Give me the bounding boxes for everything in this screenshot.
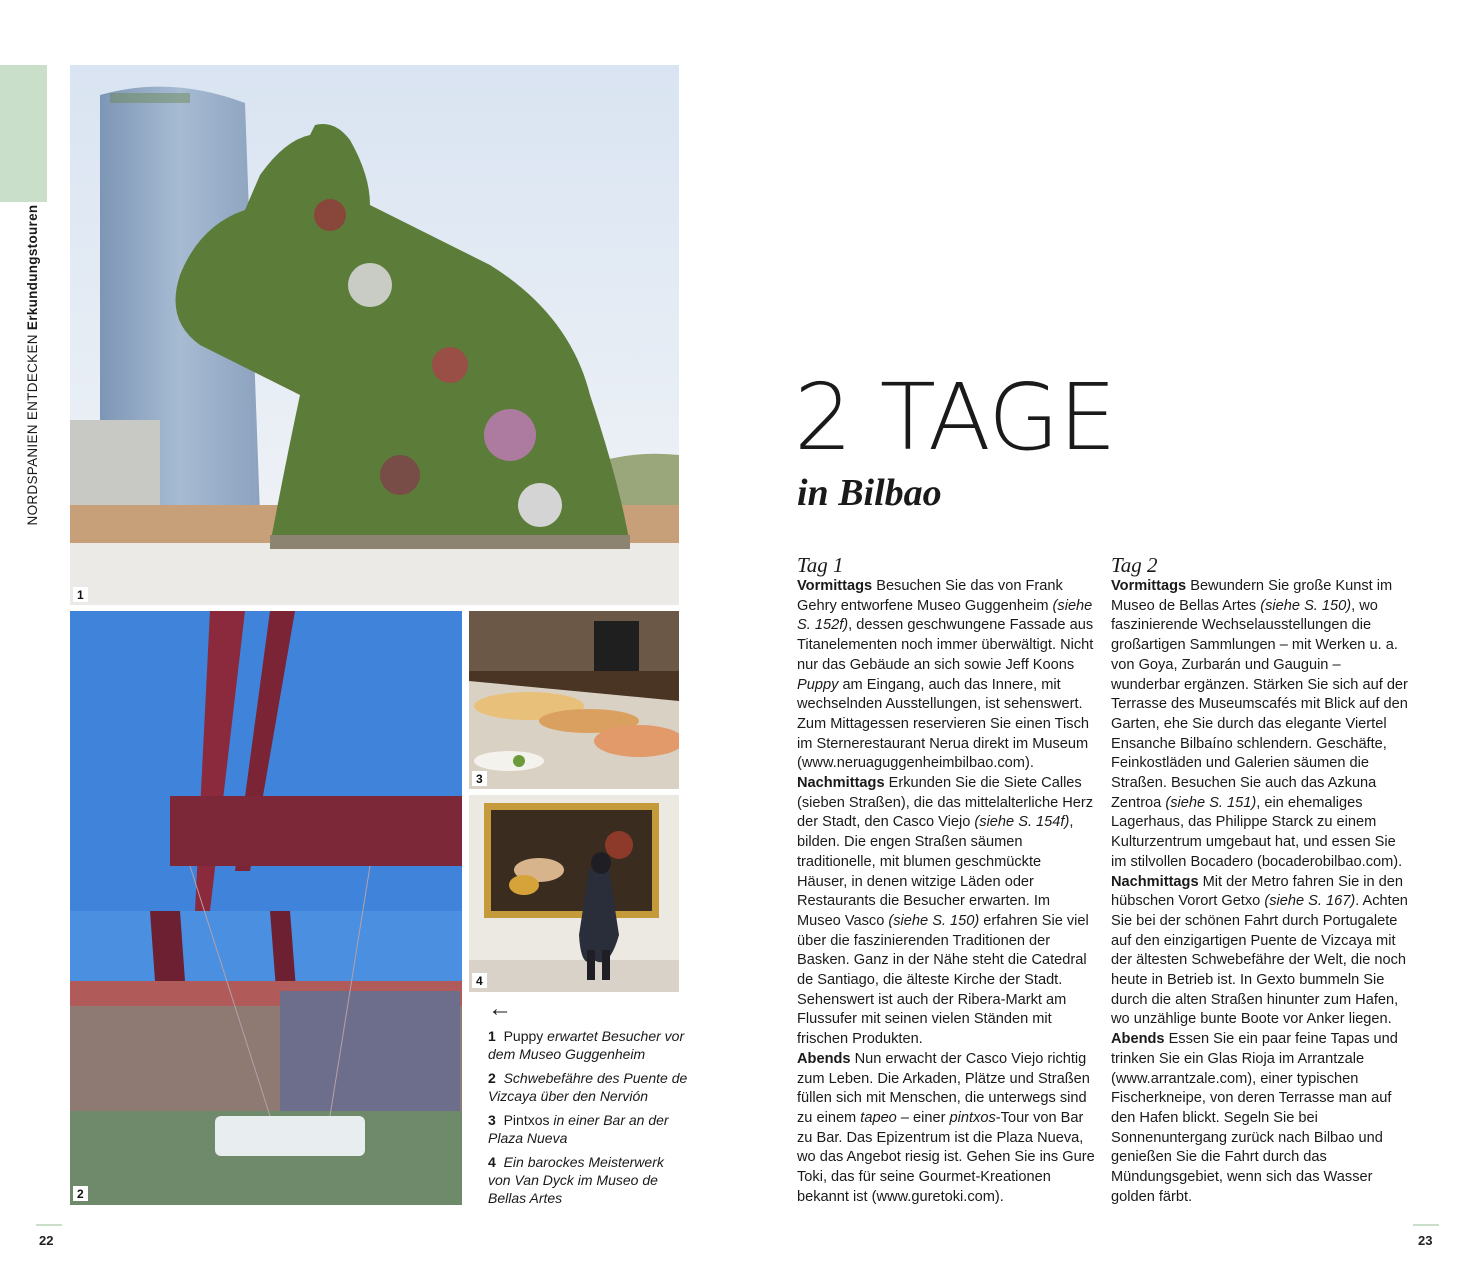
section-morning: Vormittags Besuchen Sie das von Frank Gehry entworfene Museo Guggenheim (siehe S. 152f), dessen geschwungene Fassade aus Titanelementen noch immer überwältigt. Nicht nur das Gebäude an sich sowie Jeff Koons Puppy am Eingang, auch das Innere, mit wechselnden Ausstellungen, ist sehenswert. Zum Mittagessen reservieren Sie einen Tisch im Sternerestaurant Nerua direkt im Museum (www.neruaguggenheimbilbao.com).: [797, 578, 1094, 772]
page-number-left: 22: [39, 1233, 54, 1248]
photo-number: 2: [73, 1186, 88, 1201]
page-subtitle: in Bilbao: [797, 472, 942, 514]
page-number-right: 23: [1418, 1233, 1433, 1248]
day2-column: [1111, 553, 1409, 1208]
section-afternoon: Nachmittags Erkunden Sie die Siete Calles (sieben Straßen), die das mittelalterliche Herz der Stadt, den Casco Viejo (siehe S. 154f), bilden. Die engen Straßen säumen traditionelle, mit blumen geschmückte Häuser, in denen witzige Läden oder Restaurants die Besucher erwarten. Im Museo Vasco (siehe S. 150) erfahren Sie viel über die faszinierenden Traditionen der Basken. Ganz in der Nähe steht die Catedral de Santiago, die älteste Kirche der Stadt. Sehenswert ist auch der Ribera-Markt am Flussufer mit seinen vielen Ständen mit frischen Produkten.: [797, 775, 1094, 1048]
caption-item: 4 Ein barockes Meisterwerk von Van Dyck im Museo de Bellas Artes: [488, 1154, 664, 1206]
page-title: 2 TAGE: [794, 364, 1116, 471]
day1-column: [797, 553, 1095, 1208]
photo-pintxos: [469, 611, 679, 789]
section-morning: Vormittags Bewundern Sie große Kunst im Museo de Bellas Artes (siehe S. 150), wo faszinierende Wechselausstellungen die großartigen Sammlungen – mit Werken u. a. von Goya, Zurbarán und Gauguin – wunderbar ergänzen. Stärken Sie sich auf der Terrasse des Museumscafés mit Blick auf den Garten, ehe Sie durch das elegante Viertel Ensanche Bilbaíno schlendern. Geschäfte, Feinkostläden und Galerien säumen die Straßen. Besuchen Sie auch das Azkuna Zentroa (siehe S. 151), ein ehemaliges Lagerhaus, das Philippe Starck zu einem Kulturzentrum umgebaut hat, und essen Sie im stilvollen Bocadero (bocaderobilbao.com).: [1111, 578, 1408, 870]
chapter-name: Erkundungstouren: [25, 204, 40, 331]
section-label: NORDSPANIEN ENTDECKEN: [25, 334, 40, 526]
day-heading: Tag 2: [1111, 553, 1158, 577]
chapter-label: [25, 115, 49, 615]
photo-captions: [488, 1027, 688, 1213]
photo-transporter-bridge: [70, 611, 462, 1205]
caption-item: 1 Puppy erwartet Besucher vor dem Museo Guggenheim: [488, 1028, 685, 1062]
caption-item: 3 Pintxos in einer Bar an der Plaza Nueva: [488, 1112, 669, 1146]
photo-number: 4: [472, 973, 487, 988]
page-number-rule: [36, 1224, 62, 1226]
photo-puppy: [70, 65, 679, 605]
caption-item: 2 Schwebefähre des Puente de Vizcaya über den Nervión: [488, 1070, 688, 1104]
section-evening: Abends Nun erwacht der Casco Viejo richtig zum Leben. Die Arkaden, Plätze und Straßen füllen sich mit Menschen, die unterwegs sind zu einem tapeo – einer pintxos-Tour von Bar zu Bar. Das Epizentrum ist die Plaza Nueva, wo das Angebot riesig ist. Gehen Sie ins Gure Toki, das für seine Gourmet-Kreationen bekannt ist (www.guretoki.com).: [797, 1050, 1095, 1205]
section-afternoon: Nachmittags Mit der Metro fahren Sie in den hübschen Vorort Getxo (siehe S. 167). Achten Sie bei der schönen Fahrt durch Portugalete auf den einzigartigen Puente de Vizcaya mit der ältesten Schwebefähre der Welt, die noch heute in Betrieb ist. In Gexto bummeln Sie durch die alten Straßen hinunter zum Hafen, wo unzählige bunte Boote vor Anker liegen.: [1111, 873, 1408, 1028]
section-evening: Abends Essen Sie ein paar feine Tapas und trinken Sie ein Glas Rioja im Arrantzale (www.arrantzale.com), einer typischen Fischerkneipe, von deren Terrasse man auf den Hafen blickt. Segeln Sie bei Sonnenuntergang zurück nach Bilbao und genießen Sie die Fahrt durch das Mündungsgebiet, wenn sich das Wasser golden färbt.: [1111, 1031, 1398, 1205]
photo-number: 1: [73, 587, 88, 602]
arrow-left-icon: ←: [488, 995, 512, 1022]
photo-museum-painting: [469, 795, 679, 992]
photo-number: 3: [472, 771, 487, 786]
day-heading: Tag 1: [797, 553, 844, 577]
page-number-rule: [1413, 1224, 1439, 1226]
